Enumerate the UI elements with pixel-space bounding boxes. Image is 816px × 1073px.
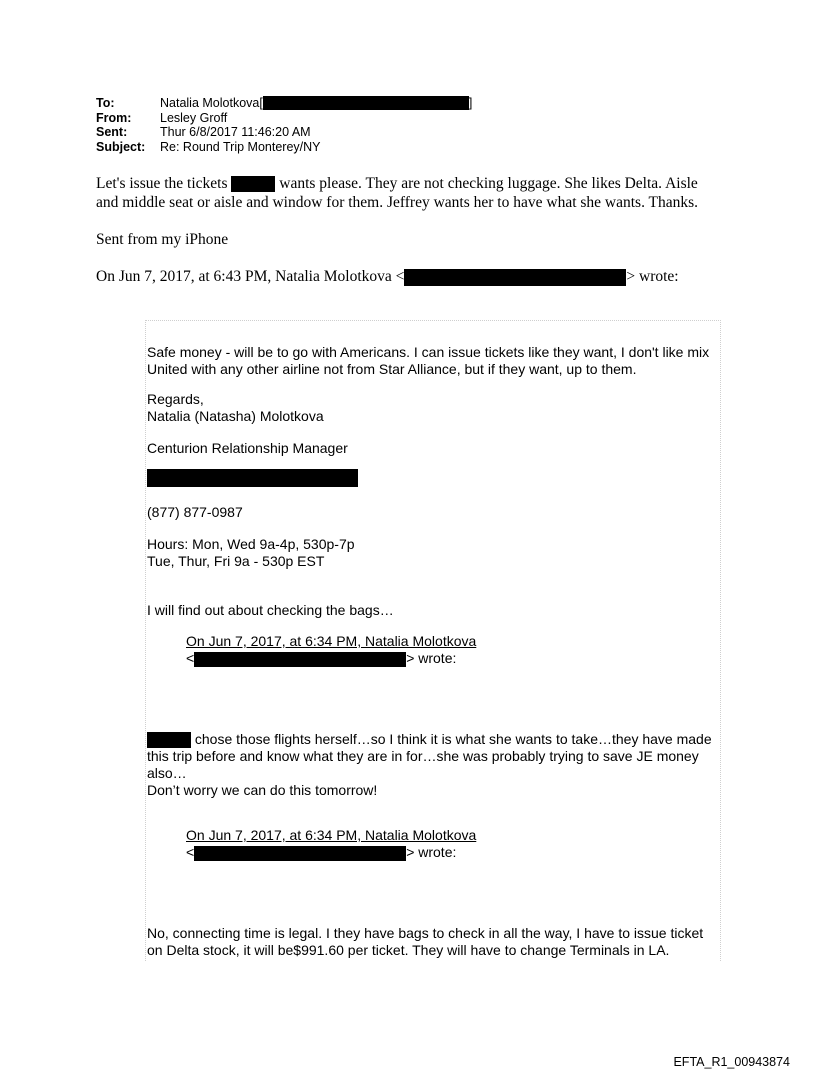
nested-attribution-1 — [186, 633, 476, 667]
quoted-para-3 — [147, 925, 703, 959]
subject-row — [96, 140, 472, 155]
sender-phone: (877) 877-0987 — [147, 504, 243, 520]
signature-block — [147, 391, 324, 425]
bates-number: EFTA_R1_00943874 — [673, 1055, 790, 1069]
attribution-wrote: > wrote: — [406, 650, 457, 666]
quoted-line: on Delta stock, it will be$991.60 per ticket. They will have to change Terminals in LA. — [147, 942, 670, 958]
quoted-line: Safe money - will be to go with Americans. I can issue tickets like they want, I don't like mix — [147, 344, 710, 360]
to-value: Natalia Molotkova[ — [160, 96, 263, 110]
attribution-line — [186, 844, 476, 861]
reply-line-2: and middle seat or aisle and window for them. Jeffrey wants her to have what she wants. Thanks. — [96, 194, 699, 211]
sent-value: Thur 6/8/2017 11:46:20 AM — [160, 125, 311, 139]
angle-bracket: < — [186, 844, 195, 860]
signature: Sent from my iPhone — [96, 231, 229, 248]
quoted-line — [147, 731, 712, 748]
from-row — [96, 111, 472, 126]
subject-value: Re: Round Trip Monterey/NY — [160, 139, 321, 154]
quoted-line: this trip before and know what they are in for…she was probably trying to save JE money — [147, 748, 699, 765]
attribution-text: On Jun 7, 2017, at 6:43 PM, Natalia Molotkova < — [96, 268, 405, 285]
redaction-bar — [194, 652, 406, 667]
redaction-bar — [263, 96, 469, 110]
sender-name: Natalia (Natasha) Molotkova — [147, 408, 324, 424]
redaction-bar — [231, 176, 275, 192]
quoted-para-1 — [147, 344, 709, 378]
from-value: Lesley Groff — [160, 110, 228, 125]
nested-attribution-2 — [186, 827, 476, 861]
attribution-wrote: > wrote: — [626, 268, 679, 285]
reply-paragraph — [96, 174, 736, 212]
quoted-line: also… — [147, 765, 187, 782]
reply-text-a: Let's issue the tickets — [96, 175, 228, 192]
quoted-line: No, connecting time is legal. I they have bags to check in all the way, I have to issue ticket — [147, 925, 704, 941]
hours — [147, 536, 355, 570]
redaction-bar — [147, 732, 191, 748]
to-close: ] — [468, 96, 473, 110]
redaction-bar — [404, 269, 626, 286]
to-label: To: — [96, 96, 115, 110]
to-row — [96, 96, 472, 111]
redaction-bar — [147, 469, 358, 487]
quoted-text: chose those flights herself…so I think it is what she wants to take…they have made — [194, 731, 712, 747]
reply-line-1 — [96, 174, 736, 193]
bags-note: I will find out about checking the bags… — [147, 602, 394, 618]
sent-row — [96, 125, 472, 140]
attribution-wrote: > wrote: — [406, 844, 457, 860]
hours-line: Hours: Mon, Wed 9a-4p, 530p-7p — [147, 536, 355, 552]
sent-label: Sent: — [96, 125, 128, 139]
attribution-line: On Jun 7, 2017, at 6:34 PM, Natalia Molotkova — [186, 827, 477, 843]
redaction-bar — [194, 846, 406, 861]
regards: Regards, — [147, 391, 204, 407]
attribution-line: On Jun 7, 2017, at 6:34 PM, Natalia Molotkova — [186, 633, 477, 649]
hours-line: Tue, Thur, Fri 9a - 530p EST — [147, 553, 325, 569]
quoted-para-2 — [147, 731, 712, 799]
quoted-line: Don’t worry we can do this tomorrow! — [147, 782, 378, 799]
angle-bracket: < — [186, 650, 195, 666]
attribution-line — [186, 650, 476, 667]
subject-label: Subject: — [96, 139, 146, 154]
attribution — [96, 267, 736, 286]
from-label: From: — [96, 110, 132, 125]
reply-text-b: wants please. They are not checking luggage. She likes Delta. Aisle — [279, 175, 698, 192]
sender-title: Centurion Relationship Manager — [147, 440, 348, 456]
email-header — [96, 96, 472, 154]
quoted-line: United with any other airline not from Star Alliance, but if they want, up to them. — [147, 361, 637, 377]
